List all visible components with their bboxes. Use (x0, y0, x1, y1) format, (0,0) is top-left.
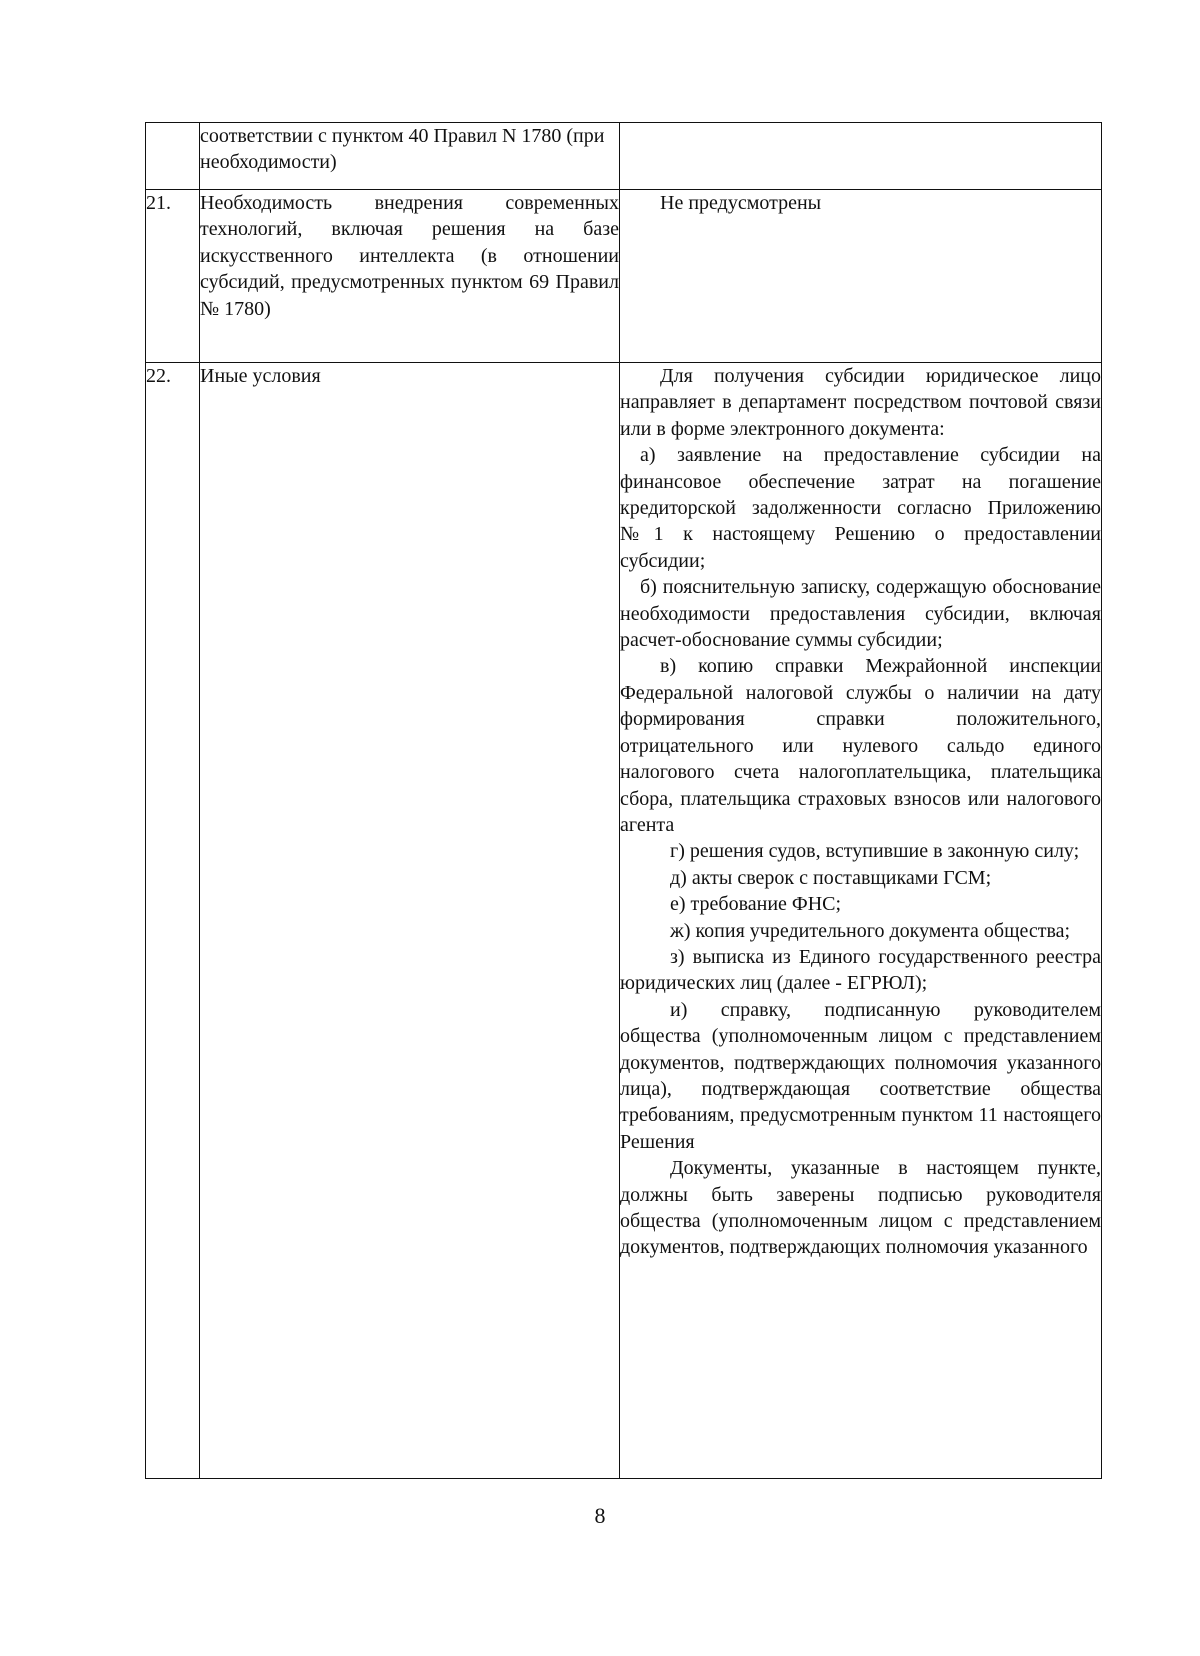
row-name-cell (200, 123, 620, 190)
row-value-text: Не предусмотрены (660, 192, 822, 214)
row-name-text: соответствии с пунктом 40 Правил N 1780 (при необходимости) (200, 125, 605, 174)
conditions-table (145, 122, 1102, 1479)
row-number-cell: 22. (146, 363, 200, 1479)
table-row-22 (146, 363, 1102, 1479)
row-name-text: Иные условия (200, 365, 321, 387)
row-value-cell (620, 123, 1102, 190)
table-row-continuation (146, 123, 1102, 190)
row-value-cell (620, 190, 1102, 363)
table-row-21 (146, 190, 1102, 363)
paragraph-item-b: б) пояснительную записку, содержащую обоснование необходимости предоставления субсидии, включая расчет-обоснование суммы субсидии; (620, 576, 1101, 652)
row-name-text: Необходимость внедрения современных технологий, включая решения на базе искусственного интеллекта (в отношении субсидий, предусмотренных пунктом 69 Правил № 1780) (200, 192, 619, 320)
paragraph-item-d: д) акты сверок с поставщиками ГСМ; (670, 866, 992, 889)
paragraph-item-a: а) заявление на предоставление субсидии на финансовое обеспечение затрат на погашение кредиторской задолженности согласно Приложению №1 к настоящему Решению о предоставлении субсидии; (620, 444, 1101, 572)
paragraph-item-v: в) копию справки Межрайонной инспекции Федеральной налоговой службы о наличии на дату формирования справки положительного, отрицательного или нулевого сальдо единого налогового счета налогоплательщика, плательщика сбора, плательщика страховых взносов или налогового агента (620, 655, 1101, 836)
paragraph-item-zh: ж) копия учредительного документа общества; (670, 919, 1071, 942)
paragraph-item-g: г) решения судов, вступившие в законную силу; (670, 840, 1080, 863)
row-name-cell (200, 190, 620, 363)
row-number-cell: 21. (146, 190, 200, 363)
paragraph-item-e: е) требование ФНС; (670, 893, 842, 916)
paragraph-documents-note: Документы, указанные в настоящем пункте, должны быть заверены подписью руководителя общества (уполномоченным лицом с представлением документов, подтверждающих полномочия указанного (620, 1157, 1101, 1259)
paragraph-item-i: и) справку, подписанную руководителем общества (уполномоченным лицом с представлением документов, подтверждающих полномочия указанного лица), подтверждающая соответствие общества требованиям, предусмотренным пунктом 11 настоящего Решения (620, 998, 1101, 1153)
row-value-cell (620, 363, 1102, 1479)
row-name-cell (200, 363, 620, 1479)
paragraph-item-z: з) выписка из Единого государственного реестра юридических лиц (далее - ЕГРЮЛ); (620, 945, 1101, 995)
page-number: 8 (594, 1503, 606, 1528)
paragraph-intro: Для получения субсидии юридическое лицо направляет в департамент посредством почтовой связи или в форме электронного документа: (620, 365, 1101, 440)
row-number-cell (146, 123, 200, 190)
